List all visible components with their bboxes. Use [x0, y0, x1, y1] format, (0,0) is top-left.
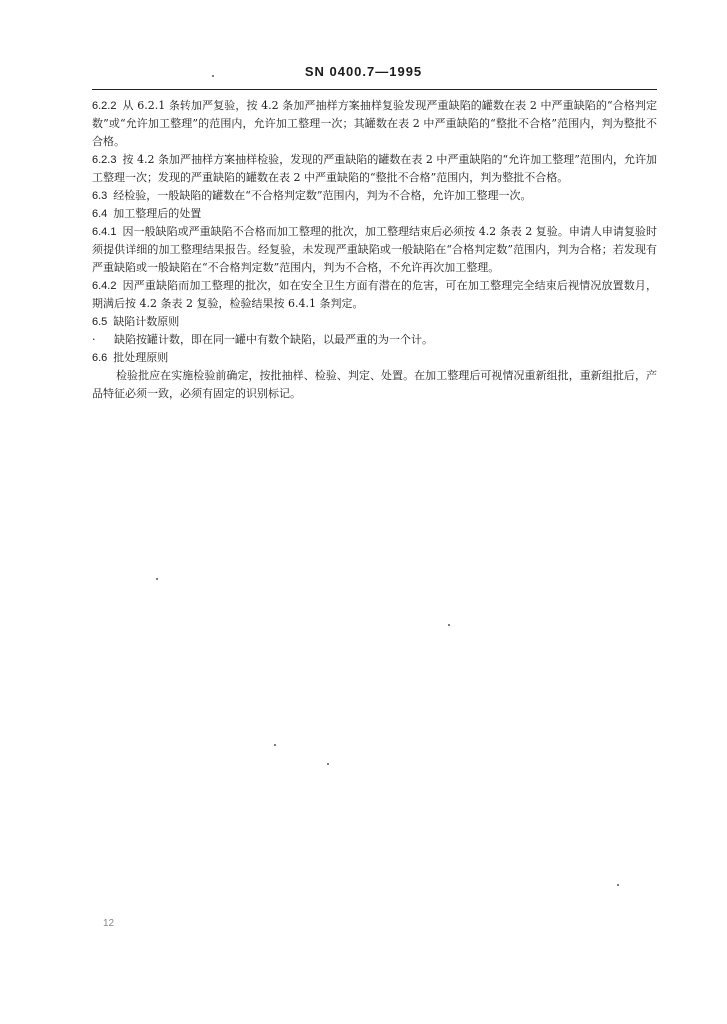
scan-speck: [448, 624, 450, 626]
clause-text: 缺陷按罐计数，即在同一罐中有数个缺陷，以最严重的为一个计。: [114, 333, 433, 346]
scan-speck: [156, 578, 158, 580]
clause-6-6-heading: [92, 349, 657, 367]
clause-number: 6.4: [92, 208, 108, 220]
clause-6-4-2: [92, 277, 657, 313]
clause-text: 检验批应在实施检验前确定，按批抽样、检验、判定、处置。在加工整理后可视情况重新组批，重新组批后，产品特征必须一致，必须有固定的识别标记。: [92, 369, 657, 400]
clause-number: 6.2.2: [92, 100, 117, 112]
scan-speck: [617, 884, 619, 886]
scan-speck: [327, 763, 329, 765]
clause-6-5-body: [92, 331, 657, 349]
clause-text: 从 6.2.1 条转加严复验，按 4.2 条加严抽样方案抽样复验发现严重缺陷的罐数在表 2 中严重缺陷的“合格判定数”或“允许加工整理”的范围内，允许加工整理一次；其罐数在表 2 中严重缺陷的“整批不合格”范围内，判为整批不合格。: [92, 99, 657, 148]
page-number: 12: [103, 918, 115, 929]
clause-heading: 加工整理后的处置: [113, 207, 202, 220]
scan-speck: [212, 75, 214, 77]
clause-6-4-1: [92, 223, 657, 277]
clause-number: 6.4.2: [92, 280, 117, 292]
clause-number: 6.5: [92, 316, 108, 328]
clause-text: 因严重缺陷而加工整理的批次，如在安全卫生方面有潜在的危害，可在加工整理完全结束后视情况放置数月，期满后按 4.2 条表 2 复验，检验结果按 6.4.1 条判定。: [92, 279, 657, 310]
clause-6-3: [92, 187, 657, 205]
clause-6-5-heading: [92, 313, 657, 331]
clause-text: 因一般缺陷或严重缺陷不合格而加工整理的批次，加工整理结束后必须按 4.2 条表 2 复验。申请人申请复验时须提供详细的加工整理结果报告。经复验，未发现严重缺陷或一般缺陷在“合格判定数”范围内，判为合格；若发现有严重缺陷或一般缺陷在“不合格判定数”范围内，判为不合格，不允许再次加工整理。: [92, 225, 657, 274]
standard-number-header: SN 0400.7—1995: [304, 64, 423, 79]
header-rule: [92, 89, 657, 90]
clause-heading: 批处理原则: [113, 351, 169, 364]
clause-number: 6.4.1: [92, 226, 117, 238]
clause-text: 经检验，一般缺陷的罐数在“不合格判定数”范围内，判为不合格，允许加工整理一次。: [113, 189, 532, 202]
clause-number: 6.3: [92, 190, 108, 202]
clause-number: 6.6: [92, 352, 108, 364]
document-body: [92, 97, 657, 403]
clause-heading: 缺陷计数原则: [113, 315, 180, 328]
scan-speck: [274, 744, 276, 746]
clause-number: 6.2.3: [92, 154, 117, 166]
clause-6-6-body: [92, 367, 657, 403]
margin-dot: ·: [92, 333, 96, 346]
clause-text: 按 4.2 条加严抽样方案抽样检验，发现的严重缺陷的罐数在表 2 中严重缺陷的“允许加工整理”范围内，允许加工整理一次；发现的严重缺陷的罐数在表 2 中严重缺陷的“整批不合格”范围内，判为整批不合格。: [92, 153, 657, 184]
clause-6-2-2: [92, 97, 657, 151]
clause-6-2-3: [92, 151, 657, 187]
clause-6-4-heading: [92, 205, 657, 223]
